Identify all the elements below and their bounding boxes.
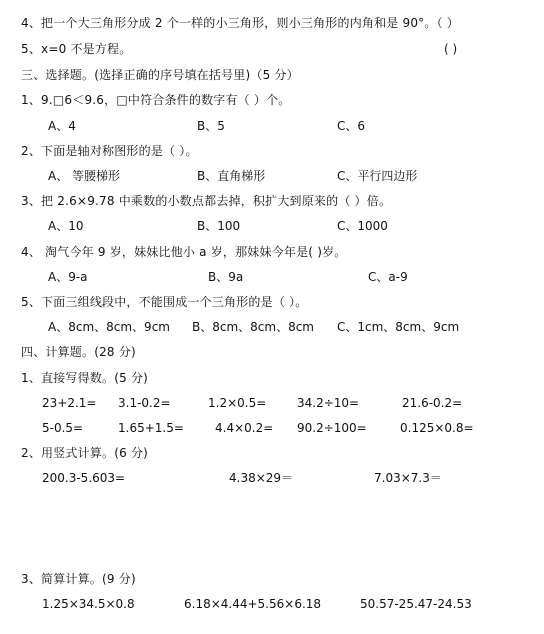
option-a: A、 等腰梯形	[48, 169, 121, 183]
choice-question-1: 1、9.□6＜9.6，□中符合条件的数字有（ ）个。	[21, 93, 291, 107]
direct-calc-heading: 1、直接写得数。(5 分)	[21, 371, 149, 385]
option-a: A、9-a	[48, 270, 88, 284]
option-b: B、直角梯形	[197, 169, 266, 183]
option-b: B、8cm、8cm、8cm	[192, 320, 314, 334]
question-4: 4、把一个大三角形分成 2 个一样的小三角形，则小三角形的内角和是 90°。（ ）	[21, 16, 459, 30]
calc-item: 90.2÷100=	[297, 421, 367, 435]
calc-item: 34.2÷10=	[297, 396, 360, 410]
choice-question-2: 2、下面是轴对称图形的是（ ）。	[21, 144, 198, 158]
calc-item: 6.18×4.44+5.56×6.18	[184, 597, 322, 611]
calc-item: 5-0.5=	[42, 421, 84, 435]
calc-item: 4.4×0.2=	[215, 421, 274, 435]
option-c: C、6	[337, 119, 366, 133]
option-a: A、4	[48, 119, 76, 133]
vertical-calc-heading: 2、用竖式计算。(6 分)	[21, 446, 149, 460]
option-a: A、8cm、8cm、9cm	[48, 320, 170, 334]
option-c: C、1000	[337, 219, 388, 233]
section-three-heading: 三、选择题。(选择正确的序号填在括号里)（5 分）	[21, 68, 299, 82]
option-c: C、a-9	[368, 270, 408, 284]
calc-item: 23+2.1=	[42, 396, 97, 410]
simplify-calc-heading: 3、简算计算。(9 分)	[21, 572, 136, 586]
answer-paren: ( )	[444, 42, 458, 56]
section-four-heading: 四、计算题。(28 分)	[21, 345, 136, 359]
calc-item: 50.57-25.47-24.53	[360, 597, 472, 611]
question-5: 5、x=0 不是方程。	[21, 42, 132, 56]
option-b: B、5	[197, 119, 225, 133]
calc-item: 1.2×0.5=	[208, 396, 267, 410]
calc-item: 200.3-5.603=	[42, 471, 126, 485]
choice-question-3: 3、把 2.6×9.78 中乘数的小数点都去掉，积扩大到原来的（ ）倍。	[21, 194, 392, 208]
choice-question-4: 4、 淘气今年 9 岁，妹妹比他小 a 岁，那妹妹今年是( )岁。	[21, 245, 347, 259]
option-c: C、平行四边形	[337, 169, 418, 183]
calc-item: 21.6-0.2=	[402, 396, 463, 410]
calc-item: 1.65+1.5=	[118, 421, 184, 435]
calc-item: 4.38×29＝	[229, 471, 294, 485]
calc-item: 0.125×0.8=	[400, 421, 474, 435]
calc-item: 1.25×34.5×0.8	[42, 597, 135, 611]
option-b: B、9a	[208, 270, 244, 284]
calc-item: 3.1-0.2=	[118, 396, 171, 410]
option-a: A、10	[48, 219, 84, 233]
choice-question-5: 5、下面三组线段中，不能围成一个三角形的是（ ）。	[21, 295, 308, 309]
option-c: C、1cm、8cm、9cm	[337, 320, 460, 334]
calc-item: 7.03×7.3＝	[374, 471, 442, 485]
option-b: B、100	[197, 219, 241, 233]
